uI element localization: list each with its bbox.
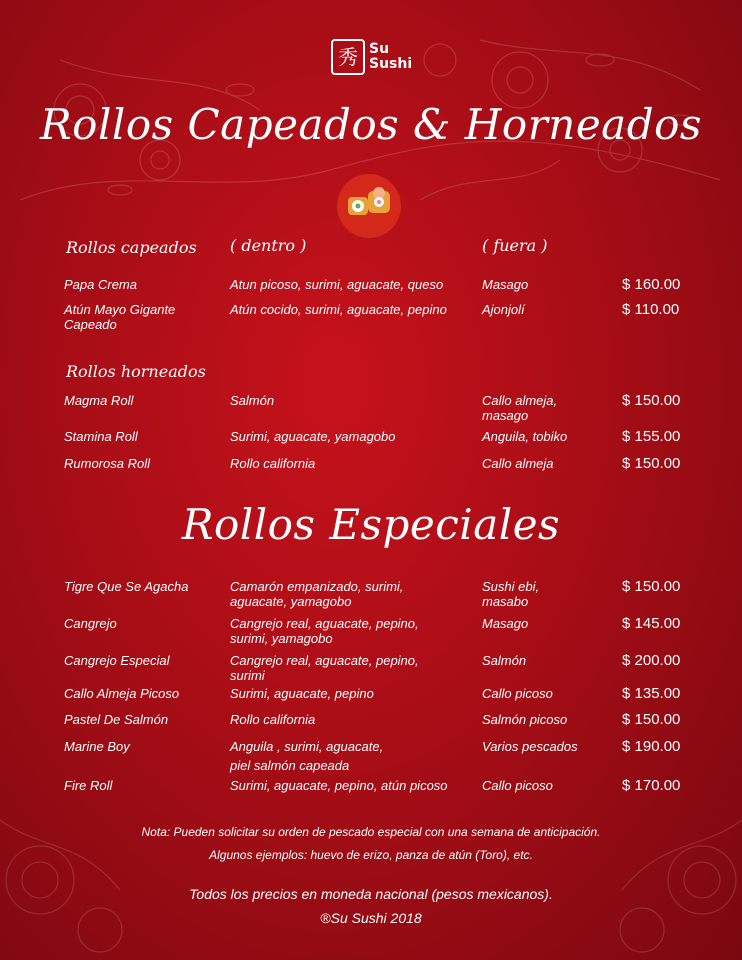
item-price: $ 135.00 bbox=[622, 685, 681, 702]
item-price: $ 150.00 bbox=[622, 578, 681, 595]
footer-prices: Todos los precios en moneda nacional (pesos mexicanos). bbox=[189, 886, 553, 902]
item-outside: Callo almeja bbox=[482, 456, 554, 471]
item-price: $ 110.00 bbox=[622, 301, 680, 318]
item-outside: Callo picoso bbox=[482, 686, 553, 701]
item-outside: Masago bbox=[482, 616, 529, 631]
item-inside: Atun picoso, surimi, aguacate, queso bbox=[230, 277, 444, 292]
item-inside: Camarón empanizado, surimi, aguacate, yamagobo bbox=[230, 579, 404, 609]
item-price: $ 190.00 bbox=[622, 738, 681, 755]
item-inside: Surimi, aguacate, pepino bbox=[230, 686, 374, 701]
logo-line1: Su bbox=[369, 41, 390, 57]
heading-rollos-capeados: Rollos capeados bbox=[66, 238, 197, 257]
brand-logo bbox=[331, 37, 421, 77]
item-name: Cangrejo bbox=[64, 616, 117, 631]
item-inside: Cangrejo real, aguacate, pepino, surimi, yamagobo bbox=[230, 616, 419, 646]
item-price: $ 170.00 bbox=[622, 777, 681, 794]
item-name: Marine Boy bbox=[64, 739, 130, 754]
item-outside: Ajonjolí bbox=[482, 302, 525, 317]
item-name: Rumorosa Roll bbox=[64, 456, 150, 471]
section-title-especiales: Rollos Especiales bbox=[181, 500, 561, 549]
item-inside: Anguila , surimi, aguacate, piel salmón capeada bbox=[230, 739, 384, 773]
item-price: $ 160.00 bbox=[622, 276, 681, 293]
logo-text bbox=[369, 42, 412, 72]
item-name: Tigre Que Se Agacha bbox=[64, 579, 189, 594]
item-name: Stamina Roll bbox=[64, 429, 138, 444]
item-name: Fire Roll bbox=[64, 778, 113, 793]
item-name: Callo Almeja Picoso bbox=[64, 686, 180, 701]
item-outside: Callo picoso bbox=[482, 778, 553, 793]
item-inside: Rollo california bbox=[230, 456, 316, 471]
note-line-1: Nota: Pueden solicitar su orden de pescado especial con una semana de anticipación. bbox=[141, 825, 601, 839]
footer-copyright: ®Su Sushi 2018 bbox=[320, 910, 422, 926]
item-inside: Surimi, aguacate, pepino, atún picoso bbox=[230, 778, 448, 793]
item-price: $ 145.00 bbox=[622, 615, 681, 632]
logo-line2: Sushi bbox=[369, 56, 413, 72]
item-inside: Salmón bbox=[230, 393, 275, 408]
logo-glyph: 秀 bbox=[331, 39, 365, 75]
item-name: Atún Mayo Gigante Capeado bbox=[64, 302, 176, 332]
item-outside: Salmón picoso bbox=[482, 712, 568, 727]
heading-dentro: ( dentro ) bbox=[230, 236, 307, 255]
item-price: $ 150.00 bbox=[622, 392, 681, 409]
item-outside: Callo almeja, masago bbox=[482, 393, 558, 423]
item-outside: Salmón bbox=[482, 653, 527, 668]
item-price: $ 200.00 bbox=[622, 652, 681, 669]
item-outside: Anguila, tobiko bbox=[482, 429, 568, 444]
heading-fuera: ( fuera ) bbox=[482, 236, 548, 255]
item-outside: Sushi ebi, masabo bbox=[482, 579, 540, 609]
item-price: $ 155.00 bbox=[622, 428, 681, 445]
note-line-2: Algunos ejemplos: huevo de erizo, panza de atún (Toro), etc. bbox=[209, 848, 533, 862]
item-name: Magma Roll bbox=[64, 393, 134, 408]
section-title-capeados-horneados: Rollos Capeados & Horneados bbox=[40, 100, 702, 149]
item-name: Papa Crema bbox=[64, 277, 137, 292]
item-inside: Rollo california bbox=[230, 712, 316, 727]
item-inside: Cangrejo real, aguacate, pepino, surimi bbox=[230, 653, 419, 683]
heading-rollos-horneados: Rollos horneados bbox=[66, 362, 206, 381]
item-outside: Masago bbox=[482, 277, 529, 292]
item-price: $ 150.00 bbox=[622, 455, 681, 472]
item-inside: Atún cocido, surimi, aguacate, pepino bbox=[230, 302, 447, 317]
item-price: $ 150.00 bbox=[622, 711, 681, 728]
item-name: Pastel De Salmón bbox=[64, 712, 169, 727]
item-inside: Surimi, aguacate, yamagobo bbox=[230, 429, 396, 444]
sushi-roll-image bbox=[336, 173, 402, 239]
item-name: Cangrejo Especial bbox=[64, 653, 170, 668]
item-outside: Varios pescados bbox=[482, 739, 578, 754]
